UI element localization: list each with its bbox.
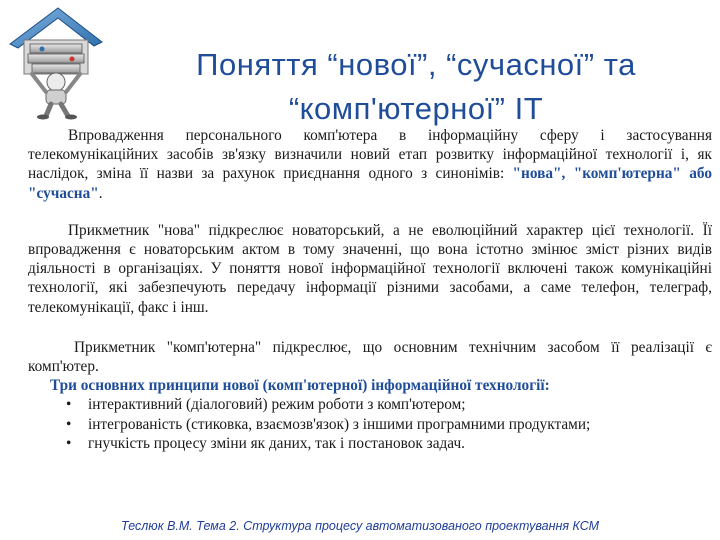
list-item: • гнучкість процесу зміни як даних, так і постановок задач. [88, 434, 712, 453]
paragraph-computer-adjective: Прикметник "комп'ютерна" підкреслює, що основним технічним засобом її реалізації є комп'ютер. [28, 338, 712, 376]
slide-title [118, 43, 714, 131]
paragraph-introduction [28, 126, 712, 203]
footer-author: Теслюк В.М. [120, 519, 193, 533]
synonyms-highlight: "нова", "комп'ютерна" або "сучасна" [28, 165, 712, 202]
list-item: • інтегрованість (стиковка, взаємозв'язок) з іншими програмними продуктами; [88, 415, 712, 434]
computer-house-figure-icon [2, 2, 110, 120]
paragraph-new-adjective: Прикметник "нова" підкреслює новаторський, а не еволюційний характер цієї технології. Її впровадження є новаторським актом в тому значенні, що вона істотно змінює зміст різних видів діяльності в організаціях. У поняття нової інформаційної технології включені також комунікаційні технології, які забезпечують передачу інформації різними засобами, а саме телефон, телеграф, телекомунікації, факс і інш. [28, 221, 712, 316]
principles-heading: Три основних принципи нової (комп'ютерної) інформаційної технології: [50, 377, 550, 395]
slide-footer [0, 519, 720, 533]
list-item: • інтерактивний (діалоговий) режим роботи з комп'ютером; [88, 395, 712, 414]
footer-topic: Тема 2. [196, 519, 240, 533]
slide-title-line-2: “комп'ютерної” ІТ [288, 90, 544, 126]
footer-course: Структура процесу автоматизованого проектування КСМ [243, 519, 600, 533]
slide-title-line-1: Поняття “нової”, “сучасної” та [196, 46, 636, 82]
slide-body [28, 126, 712, 453]
principles-list [28, 395, 712, 453]
paragraph-introduction-end: . [98, 184, 103, 202]
paragraph-introduction-text: Впровадження персонального комп'ютера в інформаційну сферу і застосування телекомунікаційних засобів зв'язку визначили новий етап розвитку інформаційної технології і, як наслідок, зміна її назви за рахунок приєднання одного з синонімів: [28, 127, 712, 183]
